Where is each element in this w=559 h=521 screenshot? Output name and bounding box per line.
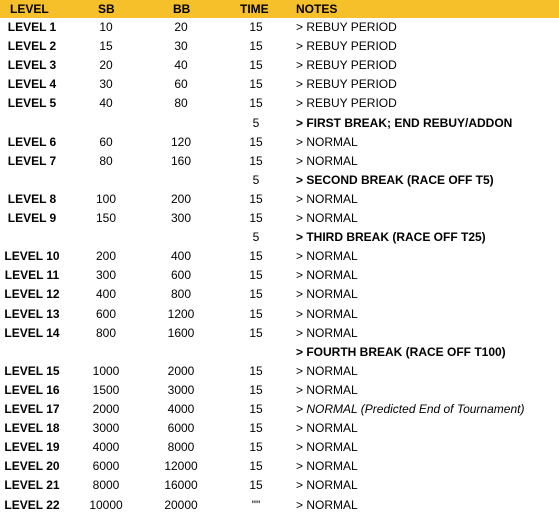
bb-cell (144, 171, 218, 190)
level-cell: LEVEL 14 (4, 325, 60, 340)
bb-cell: 16000 (164, 478, 198, 493)
notes-cell: > NORMAL (296, 211, 358, 225)
bb-cell (144, 343, 218, 362)
time-cell: 5 (252, 230, 260, 245)
time-cell: 15 (249, 421, 263, 436)
level-cell: LEVEL 7 (7, 153, 57, 168)
bb-cell: 20 (174, 20, 188, 34)
table-row (0, 324, 559, 343)
bb-cell: 8000 (167, 440, 195, 455)
level-cell: LEVEL 15 (4, 363, 60, 378)
time-cell: 15 (249, 191, 263, 206)
level-cell (0, 228, 64, 247)
notes-cell: > REBUY PERIOD (296, 58, 397, 73)
bb-cell: 3000 (167, 382, 195, 397)
level-cell: LEVEL 12 (4, 287, 60, 302)
sb-cell: 80 (99, 153, 113, 168)
header-time: TIME (240, 2, 269, 16)
time-cell: 15 (249, 478, 263, 493)
sb-cell: 800 (95, 325, 117, 340)
table-row (0, 171, 559, 190)
time-cell: 15 (249, 325, 263, 340)
notes-cell: > NORMAL (296, 440, 358, 455)
time-cell: 15 (249, 402, 263, 416)
level-cell: LEVEL 10 (4, 249, 60, 264)
level-cell: LEVEL 17 (4, 402, 60, 416)
notes-cell: > THIRD BREAK (RACE OFF T25) (296, 230, 486, 245)
time-cell: 15 (249, 134, 263, 149)
bb-cell: 1600 (167, 325, 195, 340)
time-cell: 15 (249, 268, 263, 283)
level-cell: LEVEL 22 (4, 497, 60, 512)
time-cell: 15 (249, 363, 263, 378)
table-row (0, 496, 559, 515)
notes-cell: > NORMAL (296, 478, 358, 493)
notes-cell: > REBUY PERIOD (296, 96, 397, 111)
table-row (0, 381, 559, 400)
table-row (0, 18, 559, 37)
sb-cell: 150 (95, 211, 117, 225)
level-cell (0, 171, 64, 190)
time-cell: 15 (249, 77, 263, 92)
header-notes: NOTES (296, 2, 338, 16)
notes-cell: > NORMAL (296, 191, 358, 206)
time-cell: 15 (249, 96, 263, 111)
header-sb: SB (98, 2, 115, 16)
sb-cell: 100 (95, 191, 117, 206)
bb-cell: 1200 (167, 306, 195, 321)
table-row (0, 190, 559, 209)
level-cell (0, 343, 64, 362)
notes-cell: > FIRST BREAK; END REBUY/ADDON (296, 115, 513, 130)
sb-cell: 3000 (92, 421, 120, 436)
bb-cell: 800 (170, 287, 192, 302)
sb-cell: 30 (99, 77, 113, 92)
sb-cell: 200 (95, 249, 117, 264)
notes-cell: > NORMAL (296, 382, 358, 397)
bb-cell: 600 (170, 268, 192, 283)
table-row (0, 209, 559, 228)
sb-cell: 10000 (89, 497, 123, 512)
sb-cell: 300 (95, 268, 117, 283)
time-cell: "" (251, 497, 261, 512)
header-level: LEVEL (10, 2, 49, 16)
table-row (0, 476, 559, 495)
header-bb: BB (173, 2, 191, 16)
bb-cell: 60 (174, 77, 188, 92)
table-row (0, 152, 559, 171)
sb-cell: 400 (95, 287, 117, 302)
bb-cell: 400 (170, 249, 192, 264)
notes-cell: > NORMAL (296, 363, 358, 378)
bb-cell: 4000 (167, 402, 195, 416)
table-row (0, 228, 559, 247)
time-cell: 15 (249, 382, 263, 397)
sb-cell (70, 343, 142, 362)
notes-cell: > NORMAL (296, 325, 358, 340)
notes-cell: > NORMAL (296, 134, 358, 149)
table-row (0, 133, 559, 152)
level-cell: LEVEL 5 (7, 96, 57, 111)
table-row (0, 94, 559, 113)
notes-cell: > NORMAL (296, 306, 358, 321)
notes-cell: > NORMAL (296, 249, 358, 264)
table-row (0, 343, 559, 362)
time-cell: 15 (249, 287, 263, 302)
level-cell: LEVEL 18 (4, 421, 60, 436)
notes-cell: > NORMAL (296, 287, 358, 302)
bb-cell: 200 (170, 191, 192, 206)
sb-cell (70, 228, 142, 247)
level-cell: LEVEL 19 (4, 440, 60, 455)
sb-cell: 10 (99, 20, 113, 34)
time-cell: 15 (249, 211, 263, 225)
sb-cell: 1000 (92, 363, 120, 378)
table-row (0, 305, 559, 324)
table-row (0, 438, 559, 457)
sb-cell: 40 (99, 96, 113, 111)
level-cell: LEVEL 21 (4, 478, 60, 493)
notes-cell: > REBUY PERIOD (296, 20, 397, 34)
time-cell: 15 (249, 306, 263, 321)
sb-cell: 20 (99, 58, 113, 73)
notes-cell: > SECOND BREAK (RACE OFF T5) (296, 172, 494, 187)
time-cell (220, 343, 292, 362)
level-cell: LEVEL 11 (4, 268, 60, 283)
table-row (0, 247, 559, 266)
bb-cell (144, 228, 218, 247)
notes-cell: > NORMAL (Predicted End of Tournament) (296, 402, 525, 416)
sb-cell: 4000 (92, 440, 120, 455)
table-row (0, 37, 559, 56)
notes-cell: > NORMAL (296, 497, 358, 512)
time-cell: 5 (252, 172, 260, 187)
sb-cell: 60 (99, 134, 113, 149)
time-cell: 15 (249, 20, 263, 34)
time-cell: 15 (249, 153, 263, 168)
notes-cell: > REBUY PERIOD (296, 77, 397, 92)
level-cell: LEVEL 13 (4, 306, 60, 321)
bb-cell: 12000 (164, 459, 198, 474)
bb-cell: 30 (174, 39, 188, 54)
level-cell: LEVEL 20 (4, 459, 60, 474)
sb-cell: 2000 (92, 402, 120, 416)
table-row (0, 362, 559, 381)
table-row (0, 56, 559, 75)
table-row (0, 285, 559, 304)
time-cell: 15 (249, 440, 263, 455)
bb-cell: 80 (174, 96, 188, 111)
level-cell: LEVEL 6 (7, 134, 57, 149)
level-cell: LEVEL 9 (7, 211, 57, 225)
sb-cell: 6000 (92, 459, 120, 474)
bb-cell (144, 114, 218, 133)
sb-cell: 15 (99, 39, 113, 54)
level-cell: LEVEL 1 (7, 20, 57, 34)
table-row (0, 266, 559, 285)
level-cell: LEVEL 2 (7, 39, 57, 54)
header-row (0, 0, 559, 18)
time-cell: 15 (249, 459, 263, 474)
notes-cell: > REBUY PERIOD (296, 39, 397, 54)
bb-cell: 40 (174, 58, 188, 73)
bb-cell: 160 (170, 153, 192, 168)
sb-cell: 600 (95, 306, 117, 321)
notes-cell: > NORMAL (296, 153, 358, 168)
bb-cell: 6000 (167, 421, 195, 436)
time-cell: 15 (249, 58, 263, 73)
sb-cell (70, 114, 142, 133)
bb-cell: 300 (170, 211, 192, 225)
table-row (0, 457, 559, 476)
table-row (0, 75, 559, 94)
notes-cell: > FOURTH BREAK (RACE OFF T100) (296, 344, 506, 359)
notes-cell: > NORMAL (296, 459, 358, 474)
level-cell: LEVEL 8 (7, 191, 57, 206)
level-cell: LEVEL 4 (7, 77, 57, 92)
sb-cell: 8000 (92, 478, 120, 493)
time-cell: 15 (249, 39, 263, 54)
bb-cell: 20000 (164, 497, 198, 512)
table-row (0, 419, 559, 438)
level-cell: LEVEL 16 (4, 382, 60, 397)
level-cell: LEVEL 3 (7, 58, 57, 73)
level-cell (0, 114, 64, 133)
time-cell: 5 (252, 115, 260, 130)
notes-cell: > NORMAL (296, 421, 358, 436)
time-cell: 15 (249, 249, 263, 264)
sb-cell (70, 171, 142, 190)
table-row (0, 114, 559, 133)
sb-cell: 1500 (92, 382, 120, 397)
bb-cell: 120 (170, 134, 192, 149)
bb-cell: 2000 (167, 363, 195, 378)
notes-cell: > NORMAL (296, 268, 358, 283)
table-row (0, 400, 559, 419)
